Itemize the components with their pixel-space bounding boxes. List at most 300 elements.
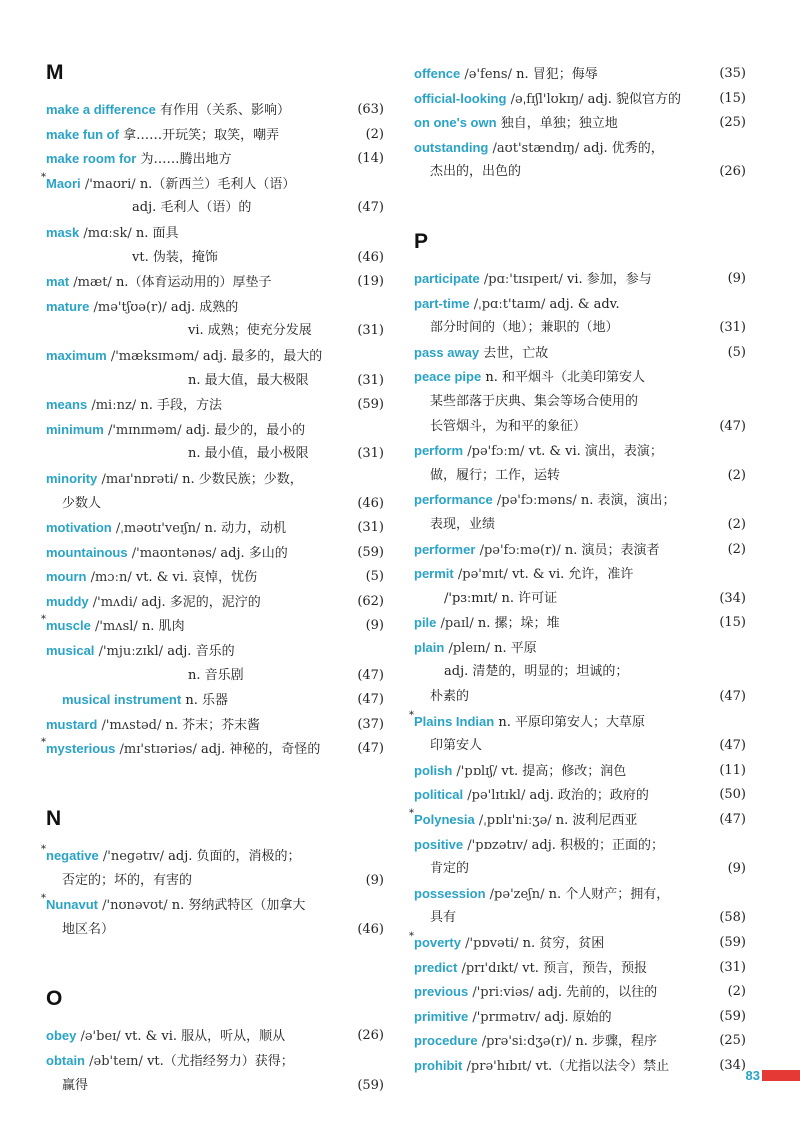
definition: adj. 成熟的 xyxy=(170,299,239,315)
unit-reference: (2) xyxy=(727,541,746,557)
definition: adj. 清楚的，明显的；坦诚的； xyxy=(444,664,629,680)
glossary-entry xyxy=(414,538,746,563)
phonetic: /mɔːn/ xyxy=(90,570,132,586)
headword: mountainous xyxy=(46,544,128,560)
definition: n. 少数民族；少数， xyxy=(182,471,303,487)
definition: 赢得 xyxy=(62,1077,89,1093)
entry-continuation xyxy=(414,464,746,489)
definition: vt. 伪装，掩饰 xyxy=(132,249,218,265)
glossary-entry xyxy=(414,783,746,808)
definition: n. 步骤，程序 xyxy=(575,1034,657,1050)
unit-reference: (5) xyxy=(727,344,746,360)
definition: 地区名） xyxy=(62,921,115,937)
glossary-entry xyxy=(414,87,746,112)
definition: 部分时间的（地）；兼职的（地） xyxy=(430,320,619,336)
glossary-entry xyxy=(46,516,384,541)
headword: part-time xyxy=(414,295,470,311)
phonetic: /'mjuːzɪkl/ xyxy=(98,644,164,660)
unit-reference: (35) xyxy=(719,66,746,81)
definition: /'pɜːmɪt/ n. 许可证 xyxy=(444,590,558,606)
definition: n. 乐器 xyxy=(185,693,228,709)
glossary-column-left xyxy=(41,58,384,1098)
section-gap xyxy=(46,762,384,804)
glossary-entry xyxy=(46,393,384,418)
glossary-entry xyxy=(41,614,384,639)
glossary-entry xyxy=(46,418,384,443)
definition: n. 面具 xyxy=(135,225,179,241)
entry-continuation xyxy=(414,857,746,882)
glossary-entry xyxy=(414,833,746,858)
glossary-entry xyxy=(414,956,746,981)
phonetic: /'nʊnəvʊt/ xyxy=(102,898,168,914)
phonetic: /ə'beɪ/ xyxy=(80,1029,121,1045)
asterisk-mark: * xyxy=(41,614,46,626)
phonetic: /'mʌstəd/ xyxy=(101,717,162,733)
unit-reference: (63) xyxy=(357,102,384,117)
definition: n. 芥末；芥末酱 xyxy=(165,717,261,733)
headword: mask xyxy=(46,224,80,240)
glossary-entry xyxy=(414,882,746,907)
phonetic: /prə'siːdʒə(r)/ xyxy=(481,1034,572,1050)
headword: pass away xyxy=(414,344,480,360)
unit-reference: (26) xyxy=(719,164,746,180)
definition: adj. 优秀的， xyxy=(583,140,664,156)
definition: n. 手段，方法 xyxy=(140,398,222,414)
unit-reference: (15) xyxy=(719,615,746,631)
glossary-entry xyxy=(46,565,384,590)
headword: make fun of xyxy=(46,126,119,142)
headword: perform xyxy=(414,443,464,459)
headword: mysterious xyxy=(46,741,116,757)
definition: n. 冒犯；侮辱 xyxy=(516,67,598,82)
section-letter: O xyxy=(46,987,63,1011)
unit-reference: (47) xyxy=(357,667,384,683)
glossary-entry xyxy=(414,292,746,317)
unit-reference: (59) xyxy=(357,397,384,413)
headword: on one's own xyxy=(414,115,497,131)
headword: polish xyxy=(414,762,453,778)
glossary-entry xyxy=(46,713,384,738)
headword: plain xyxy=(414,639,445,655)
headword: performer xyxy=(414,541,476,557)
entry-continuation xyxy=(414,415,746,440)
headword: negative xyxy=(46,848,99,864)
glossary-entry xyxy=(414,488,746,513)
unit-reference: (47) xyxy=(719,689,746,705)
headword: participate xyxy=(414,270,480,286)
unit-reference: (15) xyxy=(719,90,746,106)
headword: procedure xyxy=(414,1033,478,1049)
phonetic: /ˌpɒlɪ'niːʒə/ xyxy=(478,813,552,829)
asterisk-mark: * xyxy=(409,931,414,942)
phonetic: /ə'fens/ xyxy=(464,67,512,82)
definition: adj. 积极的；正面的； xyxy=(531,837,665,853)
glossary-entry xyxy=(46,270,384,295)
unit-reference: (47) xyxy=(719,418,746,434)
definition: n. 和平烟斗（北美印第安人 xyxy=(485,370,645,386)
phonetic: /'pɒvəti/ xyxy=(465,936,519,951)
entry-continuation xyxy=(46,442,384,467)
definition: vi. 成熟；使充分发展 xyxy=(188,323,312,339)
glossary-entry xyxy=(46,1049,384,1074)
phonetic: /mæt/ xyxy=(73,275,112,291)
definition: n. 平原印第安人；大草原 xyxy=(498,714,645,730)
headword: poverty xyxy=(414,935,461,950)
phonetic: /'pɒlɪʃ/ xyxy=(456,763,498,779)
phonetic: /pə'zeʃn/ xyxy=(489,886,545,902)
glossary-entry xyxy=(414,341,746,366)
unit-reference: (5) xyxy=(365,569,384,585)
unit-reference: (31) xyxy=(357,520,384,536)
unit-reference: (31) xyxy=(357,372,384,388)
definition: n. 波利尼西亚 xyxy=(555,813,638,829)
phonetic: /'mʌdi/ xyxy=(92,594,138,610)
unit-reference: (47) xyxy=(719,738,746,754)
asterisk-mark: * xyxy=(41,737,46,749)
glossary-entry xyxy=(46,1024,384,1049)
glossary-entry xyxy=(409,931,746,956)
entry-continuation xyxy=(414,316,746,341)
phonetic: /pɑː'tɪsɪpeɪt/ xyxy=(483,271,563,287)
page-accent-bar xyxy=(762,1070,800,1081)
headword: mat xyxy=(46,274,70,290)
definition: 否定的；坏的，有害的 xyxy=(62,872,193,888)
unit-reference: (59) xyxy=(719,1008,746,1024)
glossary-entry xyxy=(409,808,746,833)
definition: 独自，单独；独立地 xyxy=(500,116,618,132)
unit-reference: (2) xyxy=(365,126,384,142)
unit-reference: (34) xyxy=(719,1057,746,1073)
definition: 去世，亡故 xyxy=(483,345,549,361)
phonetic: /əˌfɪʃl'lʊkɪŋ/ xyxy=(510,91,584,107)
definition: n. 个人财产；拥有， xyxy=(548,886,670,902)
unit-reference: (11) xyxy=(719,762,746,778)
phonetic: /mə'tʃʊə(r)/ xyxy=(93,299,167,315)
phonetic: /əb'teɪn/ xyxy=(89,1054,143,1069)
entry-continuation xyxy=(46,1074,384,1099)
asterisk-mark: * xyxy=(409,709,414,721)
definition: n. 最大值，最大极限 xyxy=(188,372,309,388)
definition: n. 演员；表演者 xyxy=(564,542,660,558)
entry-continuation xyxy=(46,869,384,894)
headword: performance xyxy=(414,492,493,508)
unit-reference: (2) xyxy=(727,516,746,532)
phonetic: /pleɪn/ xyxy=(448,640,490,656)
entry-continuation xyxy=(46,664,384,689)
asterisk-mark: * xyxy=(41,893,46,905)
glossary-entry xyxy=(41,737,384,762)
definition: 拿……开玩笑；取笑，嘲弄 xyxy=(123,127,280,143)
definition: vt.（尤指经努力）获得； xyxy=(147,1054,294,1069)
phonetic: /'pɒzətɪv/ xyxy=(467,837,528,853)
definition: 做，履行；工作，运转 xyxy=(430,467,561,483)
headword: make a difference xyxy=(46,102,156,117)
unit-reference: (25) xyxy=(719,1033,746,1049)
unit-reference: (50) xyxy=(719,787,746,803)
headword: pile xyxy=(414,615,437,631)
entry-continuation xyxy=(414,513,746,538)
definition: n.（体育运动用的）厚垫子 xyxy=(115,275,272,291)
unit-reference: (58) xyxy=(719,910,746,926)
entry-continuation xyxy=(414,660,746,685)
phonetic: /aʊt'stændɪŋ/ xyxy=(492,140,580,156)
headword: Plains Indian xyxy=(414,713,495,729)
definition: adj. 原始的 xyxy=(544,1009,612,1025)
headword: make room for xyxy=(46,151,137,167)
phonetic: /mɑːsk/ xyxy=(83,225,132,241)
glossary-entry xyxy=(414,111,746,136)
headword: obtain xyxy=(46,1053,85,1068)
glossary-entry xyxy=(414,267,746,292)
entry-continuation xyxy=(414,906,746,931)
definition: 具有 xyxy=(430,910,457,926)
unit-reference: (9) xyxy=(365,872,384,888)
definition: 少数人 xyxy=(62,495,102,511)
headword: possession xyxy=(414,885,486,901)
headword: musical instrument xyxy=(62,692,182,708)
entry-continuation xyxy=(414,587,746,612)
phonetic: /pə'mɪt/ xyxy=(457,567,508,583)
definition: vt. & vi. 允许，准许 xyxy=(512,567,634,583)
definition: n. 音乐剧 xyxy=(188,667,244,683)
definition: n. 表演，演出； xyxy=(580,493,676,509)
asterisk-mark: * xyxy=(409,808,414,820)
unit-reference: (47) xyxy=(357,741,384,757)
entry-continuation xyxy=(46,196,384,221)
unit-reference: (25) xyxy=(719,115,746,131)
unit-reference: (34) xyxy=(719,590,746,606)
phonetic: /prɪ'dɪkt/ xyxy=(461,960,519,976)
headword: Maori xyxy=(46,175,81,191)
glossary-entry xyxy=(46,147,384,172)
phonetic: /'negətɪv/ xyxy=(102,849,165,865)
phonetic: /'priːviəs/ xyxy=(472,985,534,1001)
definition: n. 最小值，最小极限 xyxy=(188,446,309,462)
asterisk-mark: * xyxy=(41,171,46,183)
glossary-entry xyxy=(46,590,384,615)
section-letter: N xyxy=(46,807,62,831)
definition: adj. 先前的，以往的 xyxy=(537,985,658,1001)
definition: vt. & vi. 哀悼，忧伤 xyxy=(135,570,258,586)
entry-continuation xyxy=(46,492,384,517)
unit-reference: (59) xyxy=(357,544,384,560)
headword: muscle xyxy=(46,618,91,634)
headword: mustard xyxy=(46,716,98,732)
phonetic: /'maʊntənəs/ xyxy=(131,545,217,561)
definition: n. 动力，动机 xyxy=(204,521,287,537)
unit-reference: (9) xyxy=(727,270,746,286)
definition: adj. 多山的 xyxy=(220,545,288,561)
phonetic: /'mɪnɪməm/ xyxy=(107,422,182,438)
headword: minority xyxy=(46,470,98,486)
headword: Nunavut xyxy=(46,897,98,913)
definition: vt. & vi. 服从，听从，顺从 xyxy=(124,1029,286,1045)
glossary-entry xyxy=(46,295,384,320)
unit-reference: (31) xyxy=(719,959,746,975)
headword: musical xyxy=(46,643,95,659)
headword: Polynesia xyxy=(414,812,475,828)
phonetic: /mɪ'stɪəriəs/ xyxy=(119,742,197,758)
unit-reference: (19) xyxy=(357,274,384,290)
unit-reference: (37) xyxy=(357,716,384,732)
glossary-entry xyxy=(46,344,384,369)
unit-reference: (26) xyxy=(357,1028,384,1044)
glossary-entry xyxy=(46,541,384,566)
definition: adj. 负面的，消极的； xyxy=(168,849,301,865)
glossary-entry xyxy=(46,688,384,713)
definition: adj. 最少的，最小的 xyxy=(185,422,306,438)
definition: 肯定的 xyxy=(430,861,470,877)
unit-reference: (59) xyxy=(719,935,746,950)
unit-reference: (59) xyxy=(357,1077,384,1093)
definition: 有作用（关系、影响） xyxy=(159,103,290,118)
definition: adj. 毛利人（语）的 xyxy=(132,200,252,216)
headword: previous xyxy=(414,984,469,1000)
glossary-column-right xyxy=(409,62,746,1079)
phonetic: /ˌpɑːt'taɪm/ xyxy=(473,296,546,312)
definition: adj. 政治的；政府的 xyxy=(529,788,649,804)
glossary-entry xyxy=(414,980,746,1005)
entry-continuation xyxy=(414,390,746,415)
unit-reference: (47) xyxy=(357,692,384,708)
headword: predict xyxy=(414,959,458,975)
phonetic: /'prɪmətɪv/ xyxy=(472,1009,541,1025)
glossary-entry xyxy=(414,611,746,636)
headword: minimum xyxy=(46,421,104,437)
phonetic: /ˌməʊtɪ'veɪʃn/ xyxy=(115,521,201,537)
asterisk-mark: * xyxy=(41,844,46,856)
unit-reference: (2) xyxy=(727,467,746,483)
unit-reference: (47) xyxy=(357,200,384,216)
unit-reference: (46) xyxy=(357,921,384,937)
glossary-entry xyxy=(414,439,746,464)
headword: obey xyxy=(46,1028,77,1044)
definition: adj. 音乐的 xyxy=(167,644,235,660)
headword: positive xyxy=(414,836,464,852)
headword: peace pipe xyxy=(414,369,482,385)
section-gap xyxy=(46,942,384,984)
definition: n. 贫穷，贫困 xyxy=(522,936,605,951)
section-letter: P xyxy=(414,229,429,253)
phonetic: /prə'hɪbɪt/ xyxy=(466,1058,532,1074)
phonetic: /'mʌsl/ xyxy=(94,619,138,635)
headword: mourn xyxy=(46,569,87,585)
headword: means xyxy=(46,397,88,413)
unit-reference: (9) xyxy=(365,618,384,634)
glossary-entry xyxy=(414,136,746,161)
glossary-entry xyxy=(46,123,384,148)
definition: n. 摞；垛；堆 xyxy=(477,616,560,632)
headword: motivation xyxy=(46,520,112,536)
entry-continuation xyxy=(46,918,384,943)
definition: adj. 最多的，最大的 xyxy=(202,348,323,364)
glossary-entry xyxy=(41,844,384,869)
section-gap xyxy=(414,185,746,227)
unit-reference: (46) xyxy=(357,249,384,265)
phonetic: /pə'lɪtɪkl/ xyxy=(467,788,526,804)
phonetic: /maɪ'nɒrəti/ xyxy=(101,471,178,487)
headword: offence xyxy=(414,66,461,81)
glossary-entry xyxy=(409,709,746,735)
headword: primitive xyxy=(414,1008,469,1024)
definition: adj. 多泥的，泥泞的 xyxy=(141,594,261,610)
headword: maximum xyxy=(46,347,107,363)
unit-reference: (2) xyxy=(727,984,746,1000)
unit-reference: (14) xyxy=(357,151,384,167)
headword: prohibit xyxy=(414,1057,463,1073)
unit-reference: (31) xyxy=(357,446,384,462)
definition: adj. & adv. xyxy=(549,296,620,312)
phonetic: /'mæksɪməm/ xyxy=(110,348,199,364)
definition: n. 肌肉 xyxy=(141,619,185,635)
definition: vt. 预言，预告，预报 xyxy=(522,960,648,976)
glossary-entry xyxy=(41,893,384,918)
entry-continuation xyxy=(414,734,746,759)
headword: official-looking xyxy=(414,90,507,106)
headword: permit xyxy=(414,566,454,582)
phonetic: /'maʊri/ xyxy=(84,176,136,192)
glossary-entry xyxy=(414,1054,746,1079)
definition: 印第安人 xyxy=(430,738,483,754)
definition: 表现，业绩 xyxy=(430,516,496,532)
definition: vt. 提高；修改；润色 xyxy=(501,763,627,779)
glossary-entry xyxy=(46,221,384,246)
definition: n. 努纳武特区（加拿大 xyxy=(171,898,306,914)
unit-reference: (31) xyxy=(357,323,384,339)
glossary-entry xyxy=(414,562,746,587)
definition: n. 平原 xyxy=(494,640,537,656)
headword: political xyxy=(414,787,464,803)
unit-reference: (31) xyxy=(719,320,746,336)
glossary-entry xyxy=(46,467,384,492)
definition: 长管烟斗，为和平的象征） xyxy=(430,418,587,434)
phonetic: /pə'fɔːmə(r)/ xyxy=(479,542,561,558)
definition: 为……腾出地方 xyxy=(140,152,232,168)
entry-continuation xyxy=(414,160,746,185)
glossary-entry xyxy=(414,365,746,390)
definition: 某些部落于庆典、集会等场合使用的 xyxy=(430,393,639,409)
definition: vt. & vi. 演出，表演； xyxy=(528,444,663,460)
glossary-entry xyxy=(414,1029,746,1054)
glossary-entry xyxy=(41,171,384,197)
glossary-entry xyxy=(46,98,384,123)
entry-continuation xyxy=(46,369,384,394)
headword: mature xyxy=(46,298,90,314)
phonetic: /miːnz/ xyxy=(91,398,137,414)
entry-continuation xyxy=(414,685,746,710)
definition: adj. 貌似官方的 xyxy=(587,91,681,107)
phonetic: /pə'fɔːm/ xyxy=(467,444,525,460)
definition: vt.（尤指以法令）禁止 xyxy=(535,1058,670,1074)
definition: adj. 神秘的，奇怪的 xyxy=(200,742,321,758)
glossary-entry xyxy=(46,639,384,664)
unit-reference: (47) xyxy=(719,812,746,828)
entry-continuation xyxy=(46,319,384,344)
headword: muddy xyxy=(46,593,89,609)
headword: outstanding xyxy=(414,139,489,155)
glossary-entry xyxy=(414,759,746,784)
definition: vi. 参加，参与 xyxy=(567,271,652,287)
unit-reference: (9) xyxy=(727,861,746,877)
definition: 朴素的 xyxy=(430,689,470,705)
page-number: 83 xyxy=(745,1068,760,1083)
phonetic: /paɪl/ xyxy=(440,616,474,632)
unit-reference: (62) xyxy=(357,593,384,609)
glossary-entry xyxy=(414,1005,746,1030)
glossary-entry xyxy=(414,636,746,661)
unit-reference: (46) xyxy=(357,495,384,511)
section-letter: M xyxy=(46,61,64,84)
